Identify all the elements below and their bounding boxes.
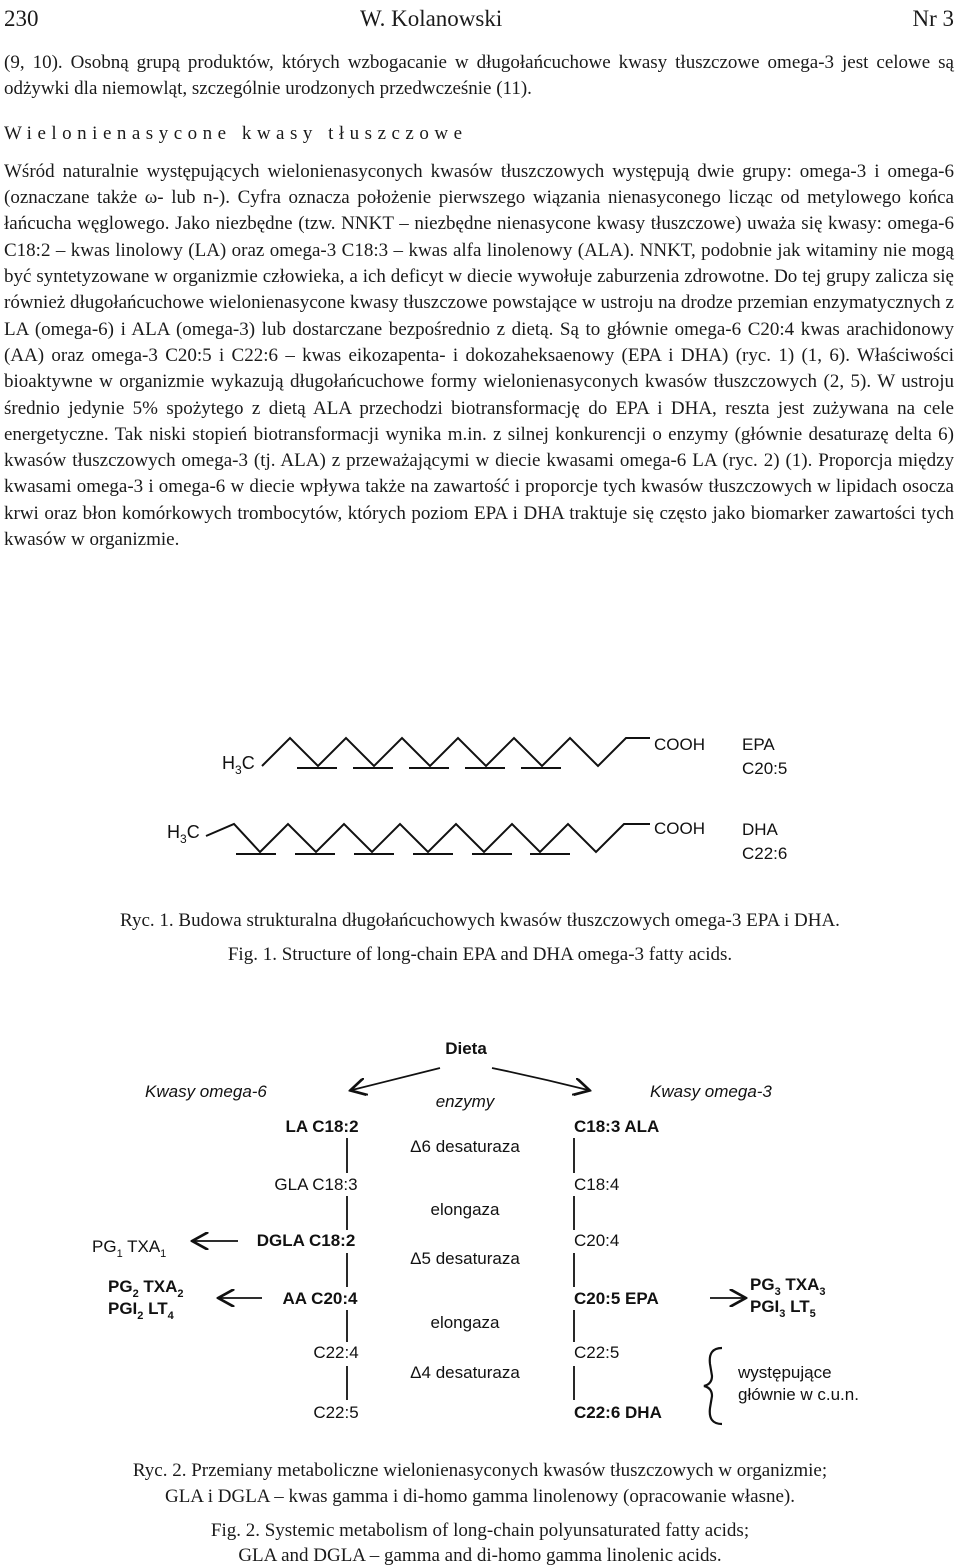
enzyme-header: enzymy — [435, 1092, 495, 1111]
enzyme-elongaza-1: elongaza — [430, 1200, 500, 1219]
o6-c22-4: C22:4 — [313, 1343, 359, 1362]
enzyme-elongaza-2: elongaza — [430, 1313, 500, 1332]
figure-2-caption-pl-1: Ryc. 2. Przemiany metaboliczne wielonienasyconych kwasów tłuszczowych w organizmie; — [132, 1460, 828, 1481]
enzyme-d5: Δ5 desaturaza — [410, 1249, 520, 1268]
enzyme-d6: Δ6 desaturaza — [410, 1137, 520, 1156]
dha-chain — [206, 824, 650, 852]
product-pg2-txa2: $PG_2$ $TXA_2$ — [108, 1277, 184, 1300]
figure-2-caption-en-2: GLA and DGLA – gamma and di-homo gamma linolenic acids. — [238, 1545, 722, 1566]
dha-cooh: COOH — [654, 819, 705, 838]
running-author: W. Kolanowski — [360, 6, 503, 31]
figure-2-metabolism-diagram — [0, 1030, 960, 1430]
note-line-1: występujące — [738, 1363, 832, 1382]
figure-2-caption-pl-2: GLA i DGLA – kwas gamma i di-homo gamma linolenowy (opracowanie własne). — [164, 1486, 796, 1507]
epa-chain — [262, 738, 650, 766]
figure-2-caption-en-1: Fig. 2. Systemic metabolism of long-chain polyunsaturated fatty acids; — [210, 1520, 750, 1541]
figure-1-caption-pl: Ryc. 1. Budowa strukturalna długołańcuchowych kwasów tłuszczowych omega-3 EPA i DHA. — [120, 910, 840, 931]
arrow-to-omega3 — [492, 1068, 588, 1090]
section-heading: Wielonienasycone kwasy tłuszczowe — [4, 122, 468, 144]
product-pgi3-lt5: $PGI_3$ $LT_5$ — [750, 1297, 816, 1320]
epa-cooh: COOH — [654, 735, 705, 754]
epa-name: EPA — [742, 735, 775, 754]
o3-c20-4: C20:4 — [574, 1231, 620, 1250]
o6-dgla: DGLA C18:2 — [256, 1231, 356, 1250]
epa-h3c: $H_3C$ — [222, 753, 255, 777]
o3-dha: C22:6 DHA — [574, 1403, 662, 1422]
diet-label: Dieta — [445, 1039, 487, 1058]
o6-la: LA C18:2 — [285, 1117, 359, 1136]
product-pgi2-lt4: $PGI_2$ $LT_4$ — [108, 1299, 174, 1322]
brace-icon — [704, 1348, 722, 1424]
o6-c22-5: C22:5 — [313, 1403, 359, 1422]
o3-epa: C20:5 EPA — [574, 1289, 659, 1308]
epa-formula: C20:5 — [742, 759, 788, 778]
dha-name: DHA — [742, 820, 778, 839]
o3-c22-5: C22:5 — [574, 1343, 620, 1362]
omega6-title: Kwasy omega-6 — [145, 1082, 267, 1101]
figure-1-structures — [0, 720, 960, 870]
arrow-to-omega6 — [352, 1068, 440, 1090]
product-pg3-txa3: $PG_3$ $TXA_3$ — [750, 1275, 826, 1298]
page-number: 230 — [4, 6, 39, 31]
figure-1-caption-en: Fig. 1. Structure of long-chain EPA and DHA omega-3 fatty acids. — [227, 944, 733, 965]
o3-ala: C18:3 ALA — [574, 1117, 660, 1136]
note-line-2: głównie w c.u.n. — [738, 1385, 859, 1404]
dha-h3c: $H_3C$ — [167, 822, 200, 846]
issue-number: Nr 3 — [912, 6, 954, 31]
paragraph-intro: (9, 10). Osobną grupą produktów, których wzbogacanie w długołańcuchowe kwasy tłuszczowe omega-3 jest celowe są odżywki dla niemowląt, szczególnie urodzonych przedwcześnie (11). — [4, 52, 954, 100]
omega3-title: Kwasy omega-3 — [650, 1082, 772, 1101]
article-body — [4, 50, 954, 553]
o6-gla: GLA C18:3 — [274, 1175, 358, 1194]
enzyme-d4: Δ4 desaturaza — [410, 1363, 520, 1382]
dha-formula: C22:6 — [742, 844, 788, 863]
product-pg1-txa1: $PG_1$ $TXA_1$ — [92, 1237, 167, 1260]
o6-aa: AA C20:4 — [282, 1289, 358, 1308]
o3-c18-4: C18:4 — [574, 1175, 620, 1194]
paragraph-main: Wśród naturalnie występujących wielonienasyconych kwasów tłuszczowych występują dwie grupy: omega-3 i omega-6 (oznaczane także ω- lub n-). Cyfra oznacza położenie pierwszego wiązania nienasyconego licząc od metylowego końca łańcucha węglowego. Jako niezbędne (tzw. NNKT – niezbędne nienasycone kwasy tłuszczowe) uważa się kwasy: omega-6 C18:2 – kwas linolowy (LA) oraz omega-3 C18:3 – kwas alfa linolenowy (ALA). NNKT, podobnie jak witaminy nie mogą być syntetyzowane w organizmie człowieka, a ich deficyt w diecie wywołuje zaburzenia zdrowotne. Do tej grupy zalicza się również długołańcuchowe wielonienasycone kwasy tłuszczowe powstające w ustroju na drodze przemian enzymatycznych z LA (omega-6) i ALA (omega-3) lub dostarczane bezpośrednio z dietą. Są to głównie omega-6 C20:4 kwas arachidonowy (AA) oraz omega-3 C20:5 i C22:6 – kwas eikozapenta- i dokozaheksaenowy (EPA i DHA) (ryc. 1) (1, 6). Właściwości bioaktywne w organizmie wykazują długołańcuchowe formy wielonienasyconych kwasów tłuszczowych (2, 5). W ustroju średnio jedynie 5% spożytego z dietą ALA przechodzi biotransformację do EPA i DHA, reszta jest zużywana na cele energetyczne. Tak niski stopień biotransformacji wynika m.in. z silnej konkurencji o enzymy (głównie desaturazę delta 6) kwasów tłuszczowych omega-3 (tj. ALA) z przeważającymi w diecie kwasami omega-6 LA (ryc. 2) (1). Proporcja między kwasami omega-3 i omega-6 w diecie wpływa także na zawartość i proporcje tych kwasów tłuszczowych w lipidach osocza krwi oraz błon komórkowych trombocytów, których poziom EPA i DHA traktuje się często jako biomarker zawartości tych kwasów w organizmie. — [4, 160, 954, 551]
running-header — [0, 2, 960, 38]
